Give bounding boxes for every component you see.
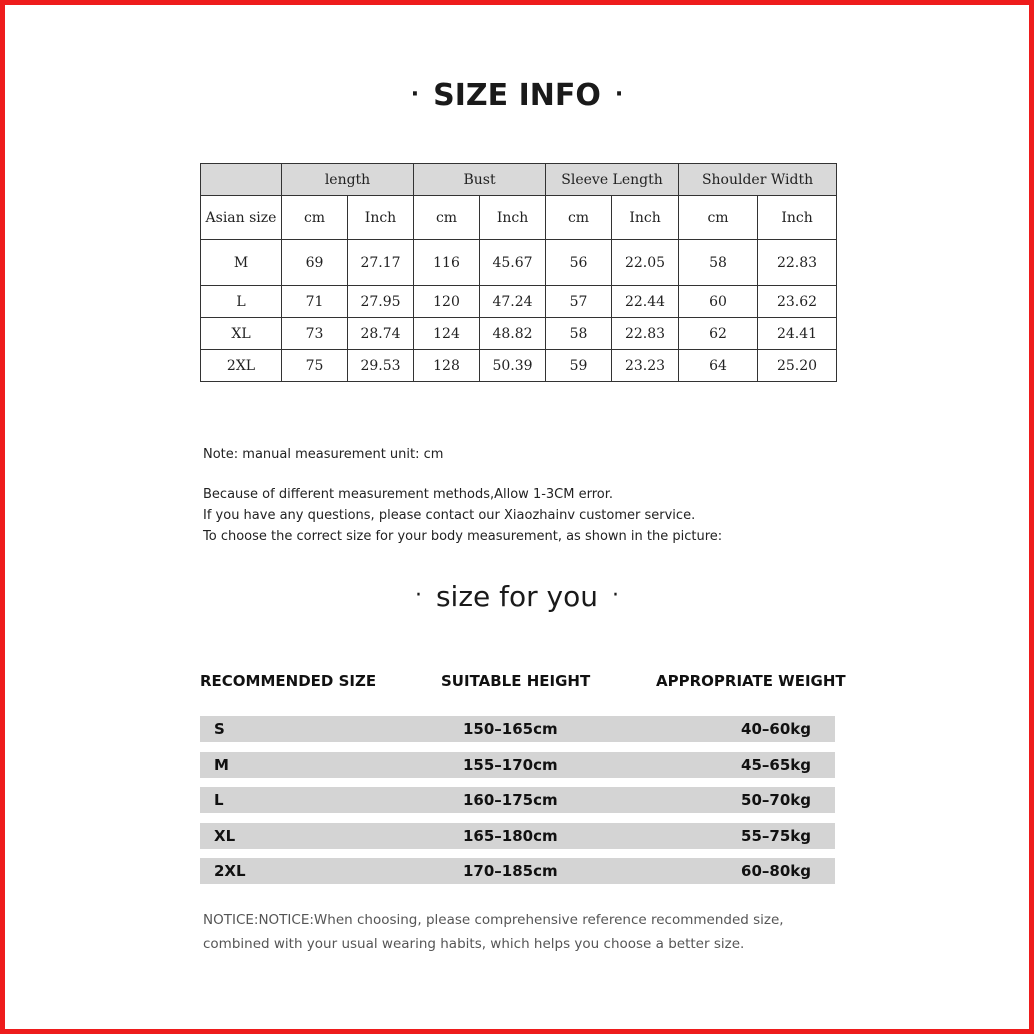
value-cell: 69 — [282, 240, 348, 286]
title-text: SIZE INFO — [433, 78, 601, 113]
rec-size: M — [214, 756, 229, 774]
value-cell: 45.67 — [480, 240, 546, 286]
title-dot-right: · — [614, 82, 624, 107]
table-row — [201, 350, 837, 382]
page-title — [0, 78, 1034, 113]
rec-height: 155–170cm — [463, 756, 558, 774]
size-cell: L — [201, 286, 282, 318]
value-cell: 128 — [414, 350, 480, 382]
unit-inch: Inch — [612, 196, 679, 240]
recommend-row — [200, 716, 835, 742]
table-unit-header-row — [201, 196, 837, 240]
value-cell: 62 — [679, 318, 758, 350]
table-row — [201, 318, 837, 350]
value-cell: 58 — [679, 240, 758, 286]
table-corner-cell — [201, 164, 282, 196]
note-line: If you have any questions, please contact our Xiaozhainv customer service. — [203, 508, 696, 523]
value-cell: 27.17 — [348, 240, 414, 286]
appropriate-weight-header: APPROPRIATE WEIGHT — [656, 672, 846, 690]
rec-size: 2XL — [214, 862, 246, 880]
value-cell: 22.05 — [612, 240, 679, 286]
subtitle-dot-right: · — [612, 583, 620, 608]
value-cell: 71 — [282, 286, 348, 318]
subtitle-text: size for you — [435, 580, 599, 613]
unit-cm: cm — [679, 196, 758, 240]
section-subtitle — [0, 580, 1034, 613]
value-cell: 75 — [282, 350, 348, 382]
rec-weight: 60–80kg — [741, 862, 811, 880]
value-cell: 124 — [414, 318, 480, 350]
header-length: length — [282, 164, 414, 196]
unit-inch: Inch — [480, 196, 546, 240]
header-sleeve-length: Sleeve Length — [546, 164, 679, 196]
value-cell: 73 — [282, 318, 348, 350]
unit-inch: Inch — [348, 196, 414, 240]
notice-line: combined with your usual wearing habits, which helps you choose a better size. — [203, 936, 745, 952]
rec-weight: 40–60kg — [741, 720, 811, 738]
notice-line: NOTICE:NOTICE:When choosing, please comprehensive reference recommended size, — [203, 912, 784, 928]
value-cell: 47.24 — [480, 286, 546, 318]
header-shoulder-width: Shoulder Width — [679, 164, 837, 196]
unit-cm: cm — [282, 196, 348, 240]
size-table — [200, 163, 837, 382]
recommend-row — [200, 752, 835, 778]
measurement-note: Note: manual measurement unit: cm — [203, 447, 444, 462]
value-cell: 25.20 — [758, 350, 837, 382]
title-dot-left: · — [410, 82, 420, 107]
value-cell: 64 — [679, 350, 758, 382]
unit-inch: Inch — [758, 196, 837, 240]
value-cell: 116 — [414, 240, 480, 286]
rec-weight: 50–70kg — [741, 791, 811, 809]
recommend-row — [200, 858, 835, 884]
value-cell: 29.53 — [348, 350, 414, 382]
rec-height: 165–180cm — [463, 827, 558, 845]
value-cell: 60 — [679, 286, 758, 318]
table-group-header-row — [201, 164, 837, 196]
value-cell: 56 — [546, 240, 612, 286]
value-cell: 27.95 — [348, 286, 414, 318]
rec-weight: 55–75kg — [741, 827, 811, 845]
suitable-height-header: SUITABLE HEIGHT — [441, 672, 591, 690]
value-cell: 120 — [414, 286, 480, 318]
rec-height: 150–165cm — [463, 720, 558, 738]
size-cell: 2XL — [201, 350, 282, 382]
notice-text — [203, 908, 823, 956]
unit-cm: cm — [546, 196, 612, 240]
value-cell: 22.83 — [612, 318, 679, 350]
size-cell: M — [201, 240, 282, 286]
value-cell: 48.82 — [480, 318, 546, 350]
rec-size: XL — [214, 827, 236, 845]
value-cell: 22.44 — [612, 286, 679, 318]
header-bust: Bust — [414, 164, 546, 196]
subtitle-dot-left: · — [414, 583, 422, 608]
table-row — [201, 240, 837, 286]
rec-height: 170–185cm — [463, 862, 558, 880]
value-cell: 58 — [546, 318, 612, 350]
row-header-label: Asian size — [201, 196, 282, 240]
note-line: To choose the correct size for your body measurement, as shown in the picture: — [203, 529, 723, 544]
value-cell: 57 — [546, 286, 612, 318]
rec-size: L — [214, 791, 224, 809]
rec-height: 160–175cm — [463, 791, 558, 809]
value-cell: 22.83 — [758, 240, 837, 286]
value-cell: 23.23 — [612, 350, 679, 382]
error-notes — [203, 484, 722, 547]
value-cell: 23.62 — [758, 286, 837, 318]
value-cell: 24.41 — [758, 318, 837, 350]
rec-size: S — [214, 720, 225, 738]
recommend-row — [200, 787, 835, 813]
note-line: Because of different measurement methods,Allow 1-3CM error. — [203, 487, 614, 502]
table-row — [201, 286, 837, 318]
unit-cm: cm — [414, 196, 480, 240]
rec-weight: 45–65kg — [741, 756, 811, 774]
recommend-row — [200, 823, 835, 849]
value-cell: 59 — [546, 350, 612, 382]
recommended-size-header: RECOMMENDED SIZE — [200, 672, 377, 690]
value-cell: 50.39 — [480, 350, 546, 382]
value-cell: 28.74 — [348, 318, 414, 350]
size-cell: XL — [201, 318, 282, 350]
